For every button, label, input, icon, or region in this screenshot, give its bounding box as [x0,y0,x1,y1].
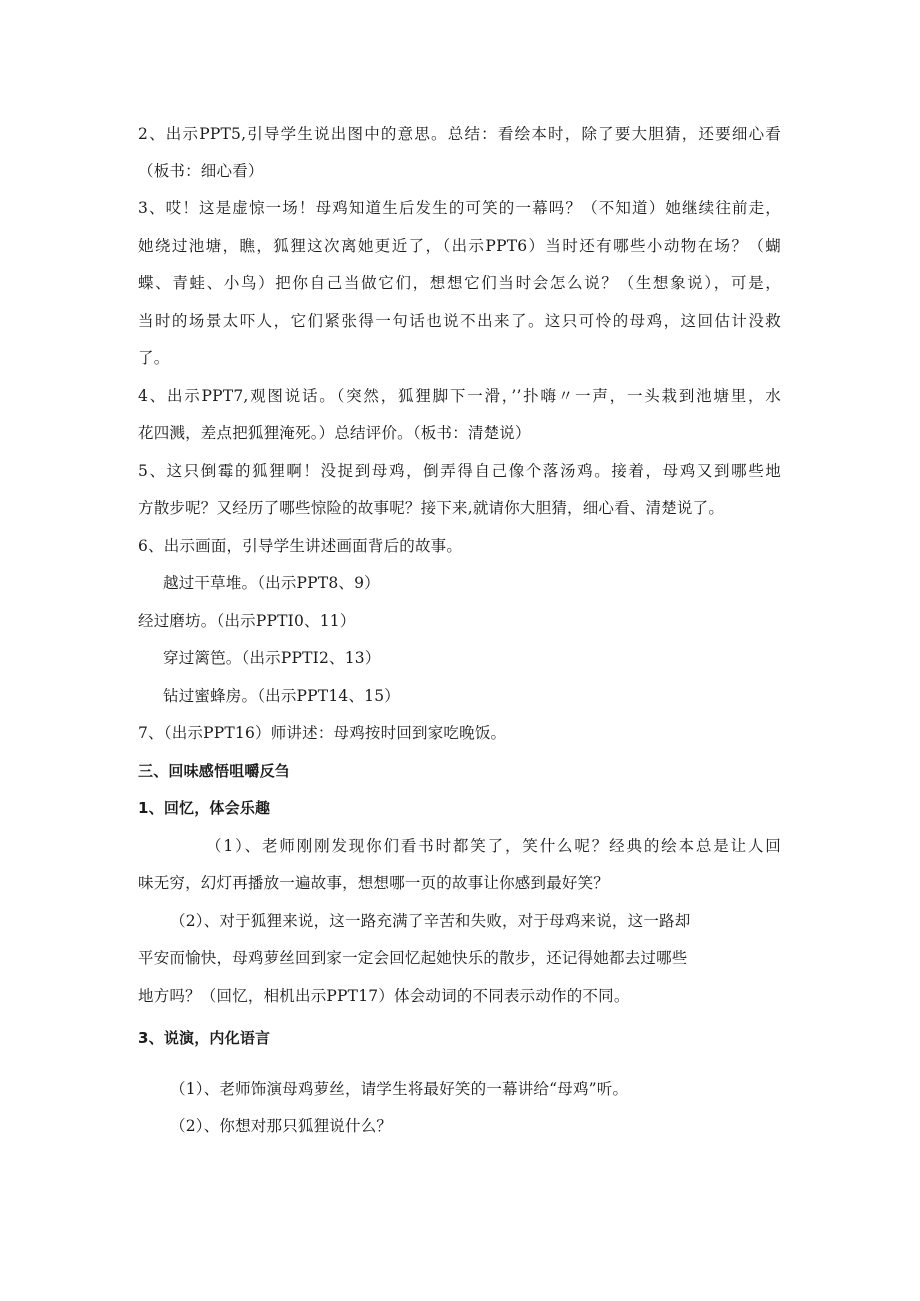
paragraph-line: 2、出示PPT5,引导学生说出图中的意思。总结：看绘本时，除了要大胆猜，还要细心看 [138,125,781,143]
paragraph-line: 方散步呢？又经历了哪些惊险的故事呢？接下来,就请你大胆猜，细心看、清楚说了。 [138,499,725,517]
paragraph-line: 花四溅，差点把狐狸淹死。）总结评价。（板书：清楚说） [138,424,531,442]
section-heading: 三、回味感悟咀嚼反刍 [138,762,291,780]
paragraph-line: 7、（出示PPT16）师讲述：母鸡按时回到家吃晚饭。 [138,724,507,742]
paragraph-line: 了。 [138,349,170,367]
paragraph-line: 4、出示PPT7,观图说话。（突然，狐狸脚下一滑，’’扑嗨〃一声，一头栽到池塘里，水 [138,387,781,405]
list-item: 穿过篱笆。（出示PPTI2、13） [163,649,381,667]
paragraph-line: 平安而愉快，母鸡萝丝回到家一定会回忆起她快乐的散步，还记得她都去过哪些 [138,949,688,967]
paragraph-line: 5、这只倒霉的狐狸啊！没捉到母鸡，倒弄得自己像个落汤鸡。接着，母鸡又到哪些地 [138,462,781,480]
paragraph-line: 3、哎！这是虚惊一场！母鸡知道生后发生的可笑的一幕吗？（不知道）她继续往前走， [138,199,781,217]
paragraph-line: （板书：细心看） [138,162,264,180]
paragraph-line: 味无穷，幻灯再播放一遍故事，想想哪一页的故事让你感到最好笑？ [138,874,610,892]
paragraph-line: （2）、你想对那只狐狸说什么？ [170,1117,393,1135]
paragraph-line: （1）、老师饰演母鸡萝丝，请学生将最好笑的一幕讲给“母鸡”听。 [170,1080,629,1098]
paragraph-line: 她绕过池塘，瞧，狐狸这次离她更近了，（出示PPT6）当时还有哪些小动物在场？（蝴 [138,237,781,255]
list-item: 钻过蜜蜂房。（出示PPT14、15） [163,687,400,705]
subsection-heading: 1、回忆，体会乐趣 [138,799,271,817]
paragraph-line: （1）、老师刚刚发现你们看书时都笑了，笑什么呢？经典的绘本总是让人回 [206,837,781,855]
list-item: 经过磨坊。（出示PPTI0、11） [138,612,356,630]
paragraph-line: 6、出示画面，引导学生讲述画面背后的故事。 [138,537,463,555]
subsection-heading: 3、说演，内化语言 [138,1029,271,1047]
paragraph-line: 蝶、青蛙、小鸟）把你自己当做它们，想想它们当时会怎么说？（生想象说），可是， [138,274,781,292]
list-item: 越过干草堆。（出示PPT8、9） [163,574,380,592]
paragraph-line: 地方吗？（回忆，相机出示PPT17）体会动词的不同表示动作的不同。 [138,987,630,1005]
paragraph-line: （2）、对于狐狸来说，这一路充满了辛苦和失败，对于母鸡来说，这一路却 [170,912,691,930]
paragraph-line: 当时的场景太吓人，它们紧张得一句话也说不出来了。这只可怜的母鸡，这回估计没救 [138,312,781,330]
